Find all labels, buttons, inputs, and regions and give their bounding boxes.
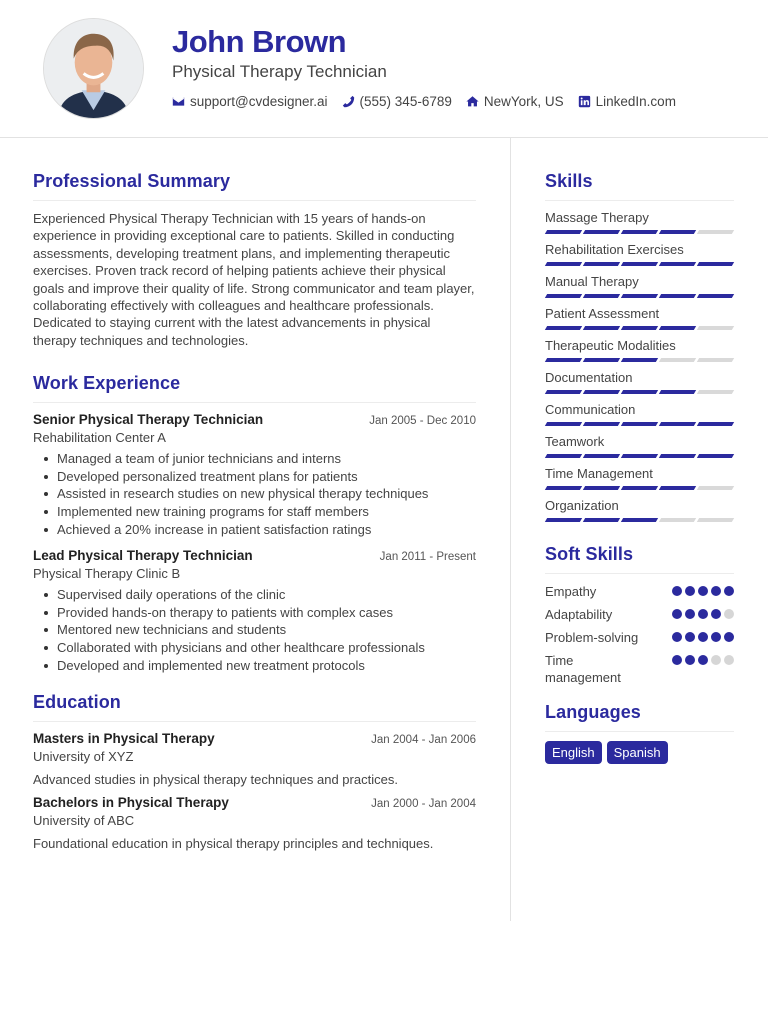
soft-skill-name: Problem-solving (545, 630, 639, 645)
summary-text: Experienced Physical Therapy Technician with 15 years of hands-on experience in providing exceptional care to patients. Skilled in conducting assessments, developing treatment plans, and implementing therapeutic exercises. Proven track record of helping patients achieve their physical goals and improve their quality of life. Strong communicator and team player, collaborating effectively with colleagues and healthcare professionals. Dedicated to staying current with the latest advancements in physical therapy techniques and technologies. (33, 211, 475, 348)
skill-segment (621, 262, 658, 266)
bullet-item: Supervised daily operations of the clinic (33, 586, 476, 604)
email-text: support@cvdesigner.ai (190, 94, 328, 109)
summary-heading: Professional Summary (33, 171, 476, 201)
skill-segment (697, 230, 734, 234)
education-dates: Jan 2000 - Jan 2004 (371, 798, 476, 811)
contact-location (466, 94, 564, 109)
skill-segment (697, 262, 734, 266)
skill-segment (621, 454, 658, 458)
education-description: Foundational education in physical therapy principles and techniques. (33, 836, 434, 852)
job-role: Senior Physical Therapy Technician (33, 412, 264, 428)
skill-segment (583, 230, 620, 234)
skill-segment (621, 358, 658, 362)
soft-skill-name: Empathy (545, 584, 597, 599)
education-list (33, 731, 476, 851)
education-description: Advanced studies in physical therapy techniques and practices. (33, 772, 398, 788)
education-header (33, 731, 476, 746)
skill-segment (545, 422, 582, 426)
rating-dot (724, 609, 734, 619)
rating-dot (698, 655, 708, 665)
skill-level-bar (545, 454, 734, 458)
main-column (33, 171, 476, 859)
education-header (33, 795, 476, 810)
skill-segment (545, 390, 582, 394)
skill-level-bar (545, 230, 734, 234)
linkedin-icon (578, 95, 591, 108)
skill-segment (697, 294, 734, 298)
languages-list (545, 741, 734, 764)
rating-dot (698, 586, 708, 596)
phone-text: (555) 345-6789 (359, 94, 452, 109)
school-name: University of XYZ (33, 749, 134, 765)
rating-dot (711, 609, 721, 619)
experience-heading: Work Experience (33, 373, 476, 403)
bullet-item: Developed personalized treatment plans for patients (33, 468, 476, 486)
skill-name: Therapeutic Modalities (545, 338, 676, 353)
skill-segment (659, 422, 696, 426)
linkedin-text: LinkedIn.com (595, 94, 676, 109)
skill-segment (545, 262, 582, 266)
skill-segment (659, 390, 696, 394)
job-bullets (33, 586, 476, 674)
rating-dot (685, 632, 695, 642)
bullet-item: Assisted in research studies on new physical therapy techniques (33, 485, 476, 503)
language-badge: English (545, 741, 602, 764)
skill-segment (545, 326, 582, 330)
skill-segment (583, 294, 620, 298)
skill-segment (621, 422, 658, 426)
skill-name: Time Management (545, 466, 653, 481)
degree-name: Masters in Physical Therapy (33, 731, 215, 747)
skill-segment (659, 486, 696, 490)
skill-segment (659, 358, 696, 362)
skill-level-bar (545, 326, 734, 330)
skill-segment (621, 486, 658, 490)
job-company: Physical Therapy Clinic B (33, 566, 181, 582)
contact-list (172, 94, 676, 109)
skill-segment (697, 518, 734, 522)
contact-email[interactable] (172, 94, 328, 109)
job-bullets (33, 450, 476, 538)
skill-name: Massage Therapy (545, 210, 649, 225)
job-list (33, 412, 476, 674)
skill-segment (583, 358, 620, 362)
rating-dot (685, 586, 695, 596)
bullet-item: Achieved a 20% increase in patient satisfaction ratings (33, 521, 476, 539)
profile-photo (43, 18, 144, 119)
rating-dot (685, 609, 695, 619)
bullet-item: Implemented new training programs for staff members (33, 503, 476, 521)
skill-segment (659, 454, 696, 458)
resume-header (0, 0, 768, 138)
rating-dot (711, 632, 721, 642)
skill-name: Manual Therapy (545, 274, 639, 289)
skill-segment (545, 518, 582, 522)
sidebar-column (545, 171, 734, 764)
skill-segment (697, 390, 734, 394)
soft-skill-row (545, 583, 734, 600)
rating-dot (724, 632, 734, 642)
skill-segment (621, 326, 658, 330)
skill-segment (659, 294, 696, 298)
soft-skills-heading: Soft Skills (545, 544, 734, 574)
skill-name: Patient Assessment (545, 306, 660, 321)
language-badge: Spanish (607, 741, 668, 764)
rating-dot (698, 632, 708, 642)
skill-segment (621, 294, 658, 298)
soft-skill-row (545, 652, 734, 686)
rating-dot (698, 609, 708, 619)
phone-icon (342, 95, 355, 108)
soft-skill-rating (672, 629, 734, 642)
candidate-name: John Brown (172, 24, 347, 59)
skill-name: Communication (545, 402, 636, 417)
skill-level-bar (545, 390, 734, 394)
skill-segment (697, 358, 734, 362)
rating-dot (724, 586, 734, 596)
soft-skill-rating (672, 606, 734, 619)
skill-segment (545, 486, 582, 490)
job-entry (33, 548, 476, 674)
skill-segment (697, 486, 734, 490)
bullet-item: Provided hands-on therapy to patients with complex cases (33, 604, 476, 622)
bullet-item: Collaborated with physicians and other healthcare professionals (33, 639, 476, 657)
skills-heading: Skills (545, 171, 734, 201)
rating-dot (711, 586, 721, 596)
skill-segment (697, 454, 734, 458)
job-entry (33, 412, 476, 538)
skill-segment (659, 262, 696, 266)
soft-skills-list (545, 583, 734, 686)
candidate-title: Physical Therapy Technician (172, 62, 387, 81)
column-divider (510, 138, 511, 921)
home-icon (466, 95, 479, 108)
soft-skill-name: Adaptability (545, 607, 613, 622)
rating-dot (672, 632, 682, 642)
soft-skill-rating (672, 583, 734, 596)
skill-segment (583, 518, 620, 522)
job-header (33, 412, 476, 427)
rating-dot (672, 609, 682, 619)
skills-list (545, 210, 734, 522)
skill-segment (659, 518, 696, 522)
rating-dot (685, 655, 695, 665)
education-entry (33, 731, 476, 787)
skill-level-bar (545, 422, 734, 426)
skill-segment (621, 230, 658, 234)
location-text: NewYork, US (483, 94, 564, 109)
skill-segment (583, 390, 620, 394)
skill-segment (583, 262, 620, 266)
soft-skill-row (545, 629, 734, 646)
rating-dot (724, 655, 734, 665)
skill-segment (583, 486, 620, 490)
skill-segment (697, 422, 734, 426)
degree-name: Bachelors in Physical Therapy (33, 795, 229, 811)
contact-phone[interactable] (342, 94, 452, 109)
skill-segment (583, 454, 620, 458)
skill-segment (621, 390, 658, 394)
rating-dot (672, 586, 682, 596)
education-heading: Education (33, 692, 476, 722)
education-entry (33, 795, 476, 851)
skill-name: Rehabilitation Exercises (545, 242, 684, 257)
skill-level-bar (545, 294, 734, 298)
languages-heading: Languages (545, 702, 734, 732)
skill-segment (621, 518, 658, 522)
job-header (33, 548, 476, 563)
skill-segment (545, 294, 582, 298)
contact-linkedin[interactable] (578, 94, 676, 109)
soft-skill-row (545, 606, 734, 623)
skill-segment (583, 422, 620, 426)
skill-level-bar (545, 262, 734, 266)
skill-level-bar (545, 358, 734, 362)
person-photo-icon (44, 19, 143, 118)
rating-dot (672, 655, 682, 665)
job-dates: Jan 2005 - Dec 2010 (369, 415, 476, 428)
skill-level-bar (545, 486, 734, 490)
school-name: University of ABC (33, 813, 135, 829)
bullet-item: Managed a team of junior technicians and interns (33, 450, 476, 468)
soft-skill-rating (672, 652, 734, 665)
skill-segment (659, 230, 696, 234)
rating-dot (711, 655, 721, 665)
skill-segment (583, 326, 620, 330)
skill-segment (545, 358, 582, 362)
skill-segment (545, 454, 582, 458)
skill-name: Organization (545, 498, 619, 513)
skill-name: Documentation (545, 370, 633, 385)
job-dates: Jan 2011 - Present (379, 551, 476, 564)
skill-segment (659, 326, 696, 330)
bullet-item: Developed and implemented new treatment protocols (33, 657, 476, 675)
envelope-icon (172, 95, 185, 108)
skill-segment (697, 326, 734, 330)
soft-skill-name: Time management (545, 653, 621, 685)
skill-name: Teamwork (545, 434, 605, 449)
job-company: Rehabilitation Center A (33, 430, 166, 446)
education-dates: Jan 2004 - Jan 2006 (371, 734, 476, 747)
skill-level-bar (545, 518, 734, 522)
bullet-item: Mentored new technicians and students (33, 621, 476, 639)
skill-segment (545, 230, 582, 234)
job-role: Lead Physical Therapy Technician (33, 548, 253, 564)
